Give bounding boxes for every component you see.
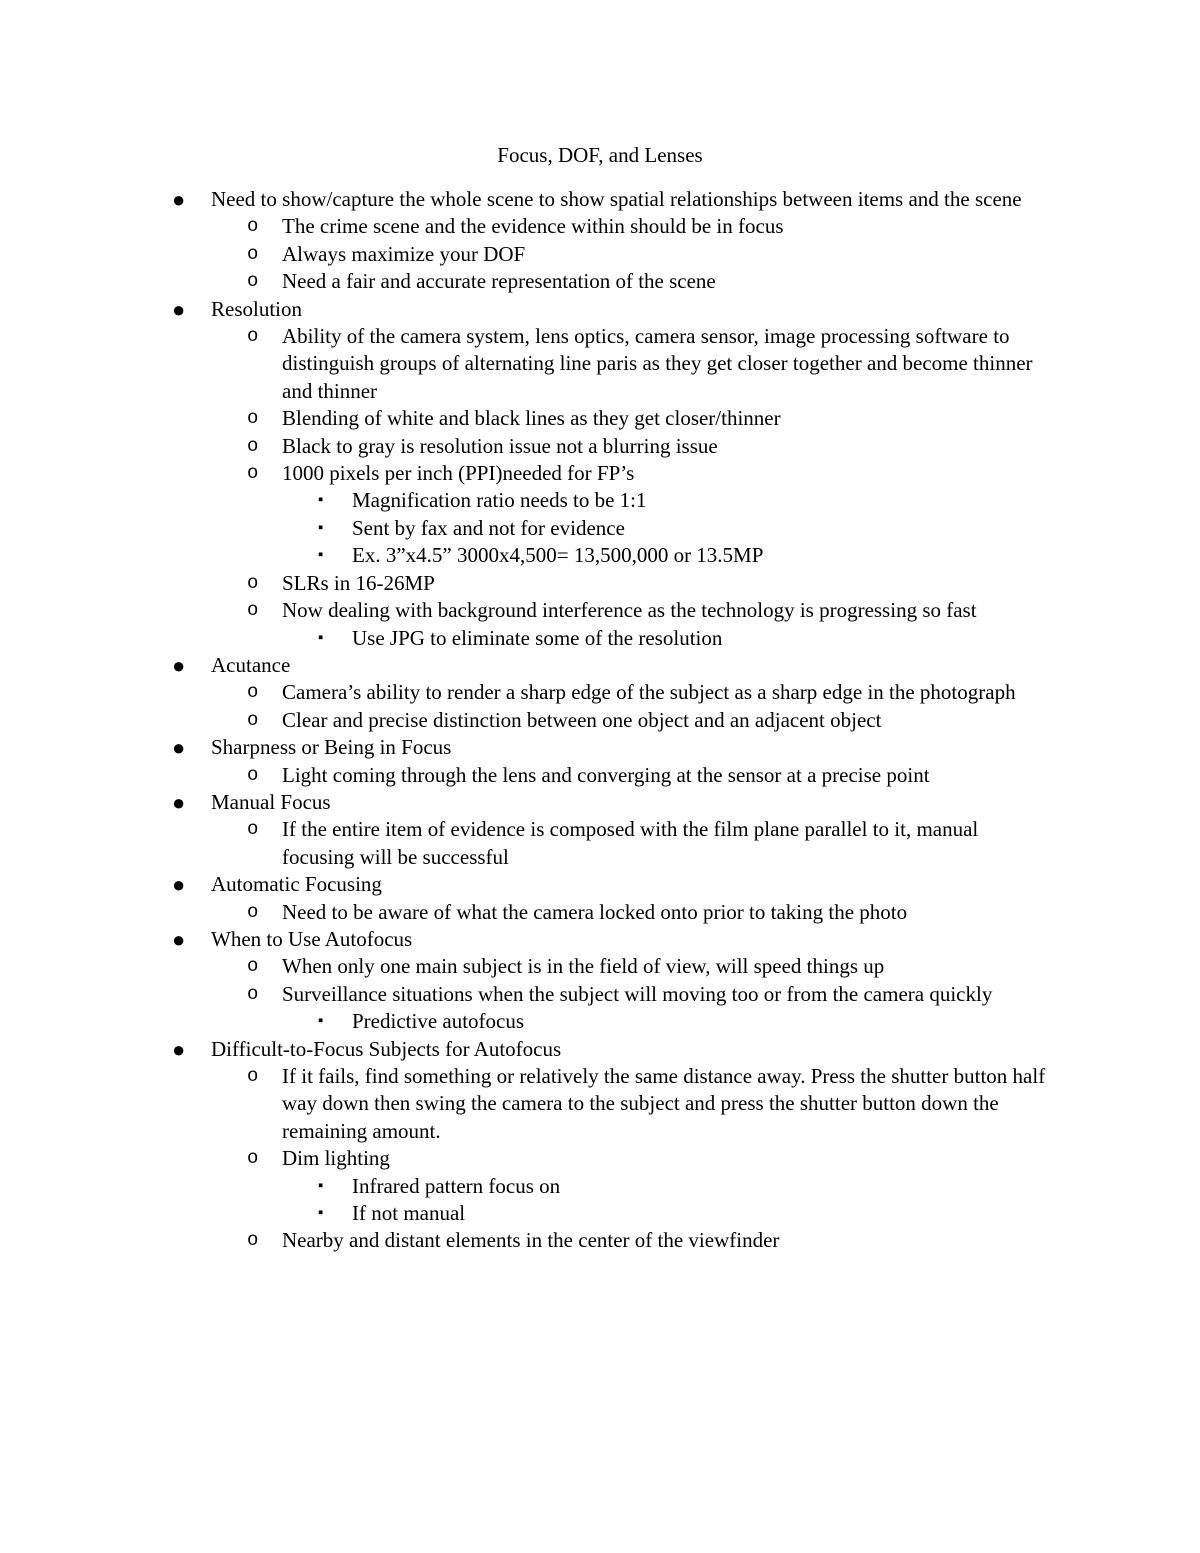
outline-item-level-2 [0,981,1200,1036]
outline-item-text: Nearby and distant elements in the center of the viewfinder [282,1228,780,1253]
outline-item-text: If not manual [352,1201,466,1226]
bullet-marker-level-3: ▪ [318,1205,324,1222]
bullet-marker-level-3: ▪ [318,519,324,536]
bullet-marker-level-2: o [247,242,259,265]
outline-item-text: Ability of the camera system, lens optics, camera sensor, image processing software to distinguish groups of alternating line paris as they get closer together and become thinner and thinner [282,324,1033,403]
outline-sublist-level-2 [0,762,1200,789]
outline-item-text: Sent by fax and not for evidence [352,515,625,540]
outline-item-level-2 [0,1063,1200,1145]
outline-item-text: If the entire item of evidence is composed with the film plane parallel to it, manual focusing will be successful [282,817,979,869]
bullet-marker-level-2: o [247,708,259,731]
outline-item-level-3 [0,625,1200,652]
outline-item-level-1 [0,734,1200,789]
outline-item-text: Need a fair and accurate representation of the scene [282,269,716,294]
bullet-marker-level-2: o [247,325,259,348]
outline-sublist-level-3 [0,1173,1200,1228]
outline-sublist-level-2 [0,1063,1200,1255]
outline-sublist-level-2 [0,323,1200,652]
outline-sublist-level-2 [0,899,1200,926]
outline-item-text: When to Use Autofocus [211,926,413,951]
bullet-marker-level-2: o [247,434,259,457]
bullet-marker-level-2: o [247,763,259,786]
bullet-marker-level-3: ▪ [318,1177,324,1194]
bullet-marker-level-3: ▪ [318,492,324,509]
outline-item-text: Need to be aware of what the camera locked onto prior to taking the photo [282,899,908,924]
bullet-marker-level-2: o [247,571,259,594]
outline-item-level-1 [0,871,1200,926]
bullet-marker-level-2: o [247,681,259,704]
outline-item-level-3 [0,1008,1200,1035]
outline-item-level-1 [0,1036,1200,1255]
bullet-marker-level-3: ▪ [318,1013,324,1030]
bullet-marker-level-2: o [247,1147,259,1170]
outline-item-text: Use JPG to eliminate some of the resolution [352,625,723,650]
outline-item-text: The crime scene and the evidence within should be in focus [282,214,784,239]
bullet-marker-level-2: o [247,1229,259,1252]
outline-item-level-2 [0,597,1200,652]
outline-item-level-3 [0,542,1200,569]
outline-item-text: Clear and precise distinction between one object and an adjacent object [282,707,882,732]
bullet-marker-level-1: ● [172,735,186,761]
bullet-marker-level-1: ● [172,872,186,898]
outline-item-level-2 [0,570,1200,597]
outline-item-text: Predictive autofocus [352,1009,525,1034]
outline-item-text: Camera’s ability to render a sharp edge of the subject as a sharp edge in the photograph [282,680,1016,705]
outline-item-level-2 [0,953,1200,980]
bullet-marker-level-1: ● [172,652,186,678]
outline-list [0,186,1200,1255]
outline-item-level-1 [0,652,1200,734]
bullet-marker-level-2: o [247,407,259,430]
bullet-marker-level-2: o [247,270,259,293]
outline-item-level-3 [0,487,1200,514]
bullet-marker-level-2: o [247,215,259,238]
outline-item-text: Resolution [211,296,303,321]
outline-item-text: 1000 pixels per inch (PPI)needed for FP’s [282,461,635,486]
outline-sublist-level-2 [0,816,1200,871]
bullet-marker-level-2: o [247,462,259,485]
outline-item-level-2 [0,1227,1200,1254]
outline-item-text: Manual Focus [211,789,331,814]
outline-item-text: Dim lighting [282,1146,390,1171]
outline-item-level-2 [0,213,1200,240]
outline-item-level-2 [0,405,1200,432]
outline-item-text: Surveillance situations when the subject will moving too or from the camera quickly [282,981,993,1006]
outline-item-level-1 [0,186,1200,296]
bullet-marker-level-2: o [247,900,259,923]
outline-item-text: Sharpness or Being in Focus [211,735,452,760]
outline-item-level-3 [0,1173,1200,1200]
outline-sublist-level-2 [0,953,1200,1035]
outline-item-text: When only one main subject is in the field of view, will speed things up [282,954,885,979]
outline-item-level-2 [0,460,1200,570]
document-title: Focus, DOF, and Lenses [497,143,703,167]
outline-item-text: Magnification ratio needs to be 1:1 [352,488,647,513]
outline-item-text: Blending of white and black lines as they get closer/thinner [282,406,781,431]
outline-item-level-2 [0,433,1200,460]
bullet-marker-level-1: ● [172,296,186,322]
bullet-marker-level-3: ▪ [318,547,324,564]
outline-item-level-2 [0,268,1200,295]
outline-item-level-2 [0,816,1200,871]
outline-item-level-2 [0,707,1200,734]
outline-item-text: Difficult-to-Focus Subjects for Autofocus [211,1036,562,1061]
outline-sublist-level-2 [0,213,1200,295]
outline-item-text: Now dealing with background interference as the technology is progressing so fast [282,598,977,623]
outline-sublist-level-3 [0,487,1200,569]
bullet-marker-level-2: o [247,955,259,978]
bullet-marker-level-1: ● [172,187,186,212]
outline-sublist-level-2 [0,679,1200,734]
bullet-marker-level-2: o [247,818,259,841]
outline-item-level-2 [0,1145,1200,1227]
outline-item-level-2 [0,679,1200,706]
outline-sublist-level-3 [0,1008,1200,1035]
bullet-marker-level-3: ▪ [318,629,324,646]
bullet-marker-level-2: o [247,599,259,622]
bullet-marker-level-2: o [247,982,259,1005]
outline-item-text: Need to show/capture the whole scene to show spatial relationships between items and the scene [211,187,1022,211]
outline-item-text: Automatic Focusing [211,872,382,897]
bullet-marker-level-1: ● [172,1036,186,1062]
outline-item-text: Ex. 3”x4.5” 3000x4,500= 13,500,000 or 13.5MP [352,543,764,568]
bullet-marker-level-2: o [247,1065,259,1087]
outline-item-text: Light coming through the lens and converging at the sensor at a precise point [282,762,930,787]
outline-item-text: Black to gray is resolution issue not a blurring issue [282,433,718,458]
outline-item-level-2 [0,323,1200,405]
outline-item-level-2 [0,241,1200,268]
outline-item-text: Always maximize your DOF [282,241,526,266]
outline-item-text: Acutance [211,652,291,677]
bullet-marker-level-1: ● [172,926,186,952]
outline-item-level-2 [0,899,1200,926]
outline-item-level-1 [0,926,1200,1036]
outline-item-text: SLRs in 16-26MP [282,570,435,595]
outline-item-level-1 [0,296,1200,652]
outline-item-level-1 [0,789,1200,871]
outline-item-level-3 [0,1200,1200,1227]
outline-item-text: If it fails, find something or relatively the same distance away. Press the shutter button half way down then swing the camera to the subject and press the shutter button down the remaining amount. [282,1064,1046,1143]
outline-sublist-level-3 [0,625,1200,652]
outline-item-level-2 [0,762,1200,789]
outline-item-level-3 [0,515,1200,542]
bullet-marker-level-1: ● [172,789,186,815]
outline-item-text: Infrared pattern focus on [352,1173,561,1198]
